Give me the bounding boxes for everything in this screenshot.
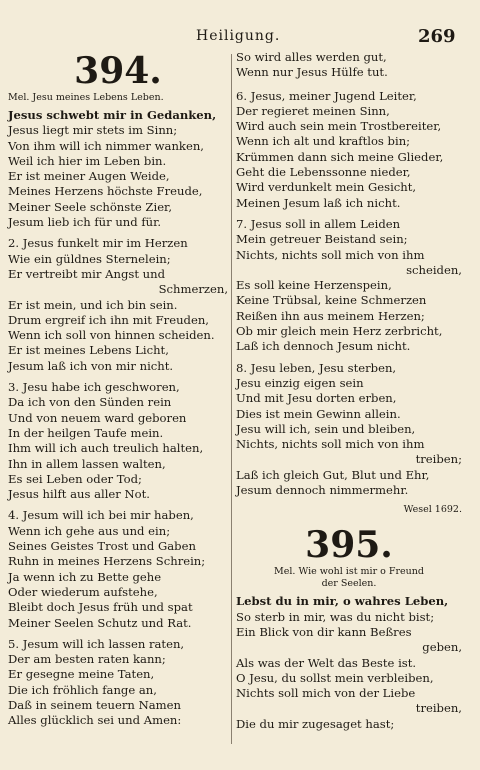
verse-line: Krümmen dann sich meine Glieder, xyxy=(236,149,444,164)
verse-line: Wenn ich soll von hinnen scheiden. xyxy=(8,328,215,343)
verse-line: Laß ich dennoch Jesum nicht. xyxy=(236,339,411,354)
verse-line: 2. Jesus funkelt mir im Herzen xyxy=(8,236,188,251)
verse-line: In der heilgen Taufe mein. xyxy=(8,425,164,440)
verse-line: scheiden, xyxy=(406,262,462,277)
verse-line: treiben; xyxy=(415,452,462,467)
verse-line: Er vertreibt mir Angst und xyxy=(8,266,166,281)
verse-line: Drum ergreif ich ihn mit Freuden, xyxy=(8,312,209,327)
verse-3 xyxy=(8,380,228,502)
verse-line: Ein Blick von dir kann Beßres xyxy=(236,624,412,639)
verse-line: Wenn nur Jesus Hülfe tut. xyxy=(236,65,388,80)
verse-line: Der regieret meinen Sinn, xyxy=(236,103,390,118)
verse-line: Wenn ich gehe aus und ein; xyxy=(8,523,171,538)
verse-line: 6. Jesus, meiner Jugend Leiter, xyxy=(236,88,417,103)
verse-line: Ob mir gleich mein Herz zerbricht, xyxy=(236,324,443,339)
verse-line: Jesus liegt mir stets im Sinn; xyxy=(8,123,178,138)
verse-line: So wird alles werden gut, xyxy=(236,50,387,64)
verse-line: Jesum laß ich von mir nicht. xyxy=(8,358,174,373)
verse-line: Er ist meines Lebens Licht, xyxy=(8,343,169,358)
right-column xyxy=(236,50,462,738)
column-divider xyxy=(231,54,232,744)
verse-line: Es sei Leben oder Tod; xyxy=(8,471,142,486)
page-number: 269 xyxy=(418,26,456,47)
verse-1 xyxy=(8,108,228,230)
verse-line: Nichts soll mich von der Liebe xyxy=(236,686,416,701)
author-attribution: Wesel 1692. xyxy=(403,504,462,516)
verse-2 xyxy=(8,236,228,374)
verse-line: Keine Trübsal, keine Schmerzen xyxy=(236,293,427,308)
verse-line: Er gesegne meine Taten, xyxy=(8,667,155,682)
verse-5 xyxy=(8,637,228,729)
verse-line: Laß ich gleich Gut, Blut und Ehr, xyxy=(236,467,430,482)
verse-line: treiben, xyxy=(415,701,462,716)
verse-line: Ja wenn ich zu Bette gehe xyxy=(8,569,162,584)
verse-line: So sterb in mir, was du nicht bist; xyxy=(236,609,435,624)
verse-line: Meiner Seelen Schutz und Rat. xyxy=(8,615,192,630)
melody-note-395: Mel. Wie wohl ist mir o Freund xyxy=(274,566,424,578)
verse-line: Dies ist mein Gewinn allein. xyxy=(236,406,401,421)
verse-line: Jesu einzig eigen sein xyxy=(236,375,364,390)
verse-line: Ihm will ich auch treulich halten, xyxy=(8,441,204,456)
verse-line: Jesus schwebt mir in Gedanken, xyxy=(8,108,217,122)
verse-line: Wie ein güldnes Sternelein; xyxy=(8,251,171,266)
verse-5-continued xyxy=(236,50,462,81)
verse-line: Daß in seinem teuern Namen xyxy=(8,697,181,712)
verse-line: Schmerzen, xyxy=(158,282,228,297)
verse-line: Die du mir zugesaget hast; xyxy=(236,716,395,731)
verse-line: Jesum dennoch nimmermehr. xyxy=(236,483,409,498)
verse-line: Alles glücklich sei und Amen: xyxy=(8,713,182,728)
verse-line: Von ihm will ich nimmer wanken, xyxy=(8,138,204,153)
hymn-number-395: 395. xyxy=(305,524,393,567)
verse-line: Die ich fröhlich fange an, xyxy=(8,682,157,697)
verse-line: Reißen ihn aus meinem Herzen; xyxy=(236,308,425,323)
verse-line: Weil ich hier im Leben bin. xyxy=(8,153,167,168)
verse-line: 7. Jesus soll in allem Leiden xyxy=(236,216,401,231)
verse-line: Jesum lieb ich für und für. xyxy=(8,215,162,230)
verse-line: O Jesu, du sollst mein verbleiben, xyxy=(236,670,434,685)
verse-6 xyxy=(236,89,462,211)
melody-note-394: Mel. Jesu meines Lebens Leben. xyxy=(8,92,164,103)
verse-line: Wird auch sein mein Trostbereiter, xyxy=(236,119,442,134)
verse-line: Ruhn in meines Herzens Schrein; xyxy=(8,554,206,569)
verse-line: Wenn ich alt und kraftlos bin; xyxy=(236,134,411,149)
hymn-395-verse-1 xyxy=(236,594,462,732)
verse-line: Da ich von den Sünden rein xyxy=(8,395,172,410)
verse-line: Meines Herzens höchste Freude, xyxy=(8,184,203,199)
verse-line: Und von neuem ward geboren xyxy=(8,410,187,425)
verse-line: Er ist mein, und ich bin sein. xyxy=(8,297,178,312)
verse-4 xyxy=(8,508,228,630)
verse-line: Es soll keine Herzenspein, xyxy=(236,278,392,293)
verse-line: Bleibt doch Jesus früh und spat xyxy=(8,600,193,615)
verse-line: Der am besten raten kann; xyxy=(8,652,166,667)
verse-line: Lebst du in mir, o wahres Leben, xyxy=(236,594,449,609)
hymn-number-394: 394. xyxy=(74,50,162,92)
verse-line: Meiner Seele schönste Zier, xyxy=(8,199,173,214)
running-title: Heiligung. xyxy=(196,28,281,44)
verse-line: Nichts, nichts soll mich von ihm xyxy=(236,247,425,262)
verse-line: 3. Jesu habe ich geschworen, xyxy=(8,380,180,395)
verse-line: Meinen Jesum laß ich nicht. xyxy=(236,195,401,210)
page-header xyxy=(0,26,480,50)
verse-line: Nichts, nichts soll mich von ihm xyxy=(236,437,425,452)
verse-line: Mein getreuer Beistand sein; xyxy=(236,232,408,247)
verse-line: Geht die Lebenssonne nieder, xyxy=(236,165,411,180)
verse-line: Er ist meiner Augen Weide, xyxy=(8,169,170,184)
verse-line: Jesus hilft aus aller Not. xyxy=(8,487,150,502)
melody-note-395-cont: der Seelen. xyxy=(321,578,377,590)
verse-line: geben, xyxy=(422,640,462,655)
verse-line: Oder wiederum aufstehe, xyxy=(8,584,158,599)
verse-line: Als was der Welt das Beste ist. xyxy=(236,655,417,670)
verse-line: Seines Geistes Trost und Gaben xyxy=(8,539,196,554)
verse-line: Ihn in allem lassen walten, xyxy=(8,456,166,471)
verse-line: 8. Jesu leben, Jesu sterben, xyxy=(236,360,397,375)
left-column xyxy=(8,50,228,735)
verse-line: 4. Jesum will ich bei mir haben, xyxy=(8,508,194,523)
verse-7 xyxy=(236,217,462,355)
verse-line: Jesu will ich, sein und bleiben, xyxy=(236,421,416,436)
verse-8 xyxy=(236,361,462,499)
verse-line: Wird verdunkelt mein Gesicht, xyxy=(236,180,417,195)
verse-line: Und mit Jesu dorten erben, xyxy=(236,391,397,406)
verse-line: 5. Jesum will ich lassen raten, xyxy=(8,636,185,651)
